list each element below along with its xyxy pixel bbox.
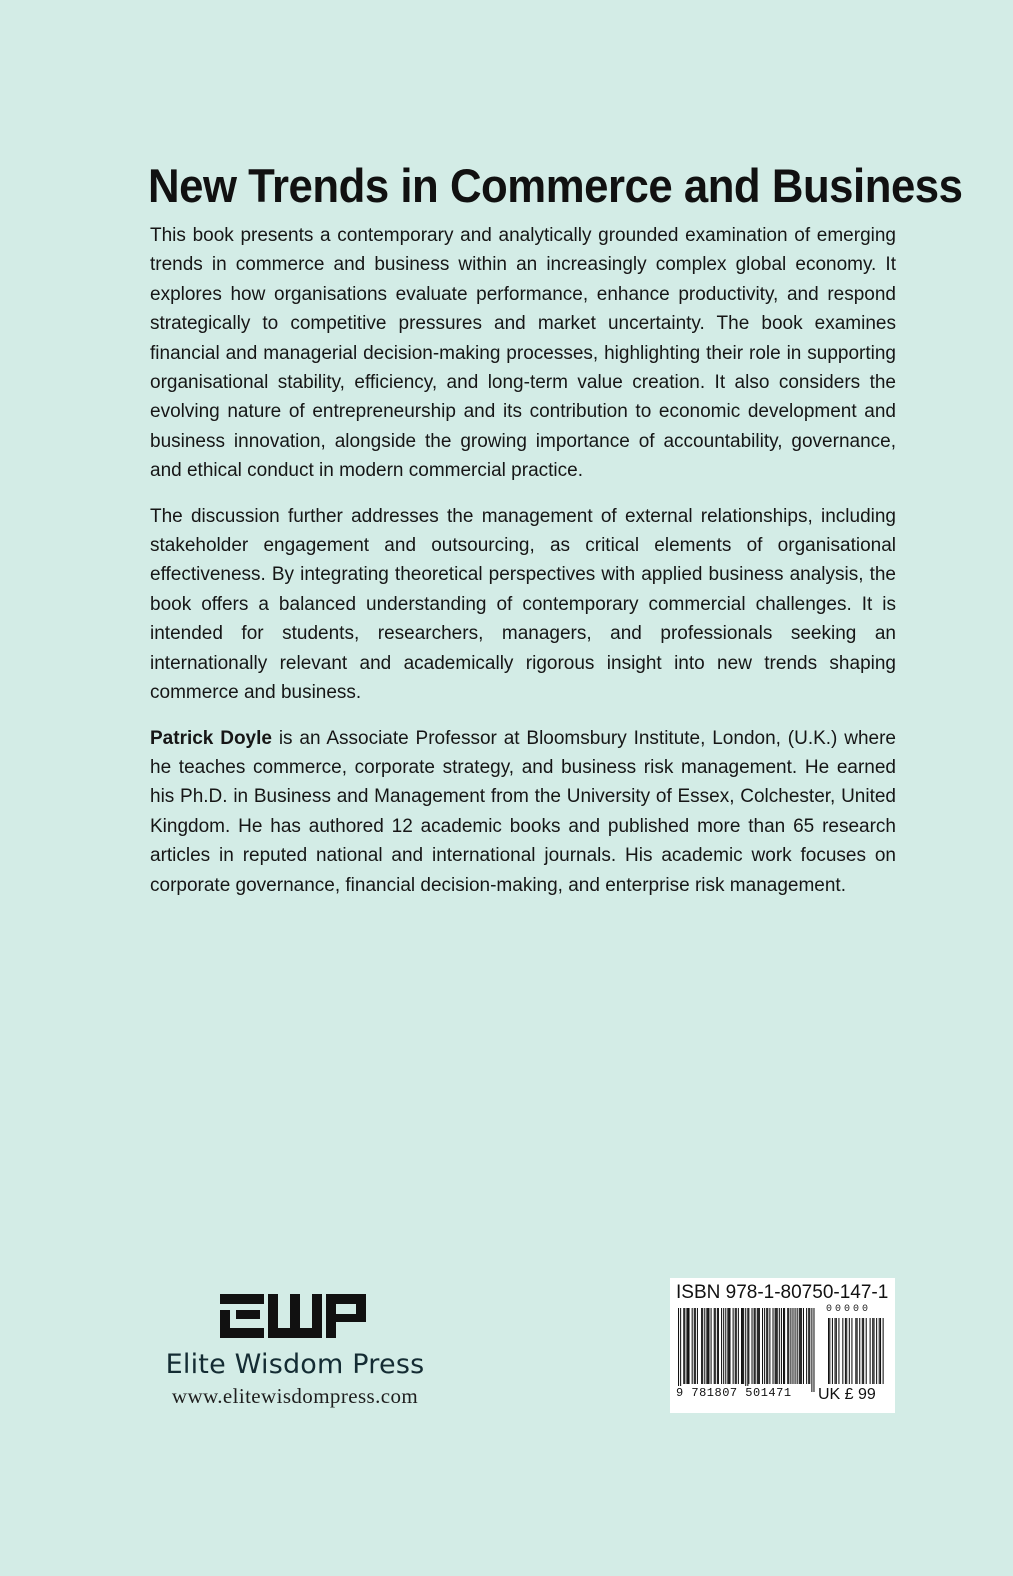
publisher-logo bbox=[220, 1290, 370, 1342]
barcode-bar bbox=[758, 1308, 759, 1384]
barcode-bar bbox=[694, 1308, 695, 1384]
barcode-bar bbox=[783, 1308, 784, 1384]
barcode-bar bbox=[706, 1308, 707, 1384]
barcode-bar bbox=[692, 1308, 693, 1384]
barcode-bar bbox=[680, 1308, 681, 1392]
barcode-bar bbox=[799, 1308, 800, 1384]
barcode-addon-bar bbox=[879, 1318, 880, 1384]
barcode-bar bbox=[813, 1308, 814, 1392]
barcode-bar bbox=[792, 1308, 793, 1384]
barcode-bar bbox=[777, 1308, 778, 1384]
barcode-bar bbox=[755, 1308, 756, 1384]
barcode-bar bbox=[686, 1308, 687, 1384]
barcode-bar bbox=[767, 1308, 768, 1384]
price-label: UK £ 99 bbox=[818, 1386, 876, 1403]
barcode-bar bbox=[718, 1308, 719, 1384]
barcode-addon-bar bbox=[835, 1318, 836, 1384]
barcode-bar bbox=[803, 1308, 804, 1384]
barcode-addon-bar bbox=[849, 1318, 850, 1384]
isbn-number: ISBN 978-1-80750-147-1 bbox=[676, 1282, 889, 1303]
barcode-bar bbox=[790, 1308, 791, 1384]
description bbox=[150, 221, 896, 916]
barcode-bar bbox=[762, 1308, 763, 1384]
barcode-bar bbox=[721, 1308, 722, 1384]
barcode-bar bbox=[708, 1308, 709, 1384]
barcode-addon-bar bbox=[829, 1318, 830, 1384]
barcode-bar bbox=[788, 1308, 789, 1384]
barcode-bar bbox=[736, 1308, 737, 1384]
barcode-bar bbox=[784, 1308, 785, 1384]
barcode-bar bbox=[728, 1308, 729, 1384]
publisher-block bbox=[150, 1290, 440, 1410]
barcode-bar bbox=[781, 1308, 782, 1384]
barcode-bar bbox=[733, 1308, 734, 1384]
barcode-addon-bar bbox=[872, 1318, 873, 1384]
barcode-bar bbox=[801, 1308, 802, 1384]
publisher-url: www.elitewisdompress.com bbox=[171, 1384, 419, 1408]
barcode-bar bbox=[684, 1308, 685, 1384]
barcode-bar bbox=[757, 1308, 758, 1384]
barcode-bar bbox=[811, 1308, 812, 1392]
barcode-addon-bar bbox=[880, 1318, 881, 1384]
barcode-addon-bar bbox=[857, 1318, 858, 1384]
barcode-bar bbox=[704, 1308, 705, 1384]
author-bio bbox=[150, 724, 896, 900]
barcode-bar bbox=[759, 1308, 760, 1384]
barcode-addon-bar bbox=[842, 1318, 843, 1384]
barcode-bar bbox=[742, 1308, 743, 1384]
barcode-bar bbox=[779, 1308, 780, 1384]
barcode-bar bbox=[702, 1308, 703, 1384]
barcode-bar bbox=[773, 1308, 774, 1384]
barcode-addon-bar bbox=[851, 1318, 852, 1384]
barcode-bar bbox=[754, 1308, 755, 1384]
barcode-addon-bar bbox=[876, 1318, 877, 1384]
barcode-bar bbox=[745, 1308, 746, 1392]
barcode-bar bbox=[741, 1308, 742, 1384]
barcode-bar bbox=[695, 1308, 696, 1384]
isbn-barcode bbox=[670, 1278, 895, 1413]
barcode-bar bbox=[809, 1308, 810, 1384]
barcode-addon-bar bbox=[863, 1318, 864, 1384]
addon-code: 00000 bbox=[826, 1304, 872, 1315]
barcode-addon-bar bbox=[845, 1318, 846, 1384]
barcode-addon-bar bbox=[828, 1318, 829, 1384]
book-title: New Trends in Commerce and Business bbox=[148, 159, 963, 212]
barcode-bar bbox=[752, 1308, 753, 1384]
barcode-bar bbox=[689, 1308, 690, 1384]
barcode-bar bbox=[808, 1308, 809, 1384]
barcode-bar bbox=[735, 1308, 736, 1384]
barcode-bar bbox=[766, 1308, 767, 1384]
barcode-bar bbox=[775, 1308, 776, 1384]
barcode-digits: 9 781807 501471 bbox=[676, 1386, 792, 1400]
barcode-bar bbox=[701, 1308, 702, 1384]
barcode-bar bbox=[687, 1308, 688, 1384]
barcode-addon-bar bbox=[870, 1318, 871, 1384]
barcode-bar bbox=[717, 1308, 718, 1384]
barcode-addon-bar bbox=[859, 1318, 860, 1384]
barcode-bar bbox=[714, 1308, 715, 1384]
barcode-bar bbox=[797, 1308, 798, 1384]
barcode-bar bbox=[800, 1308, 801, 1384]
barcode-addon-bar bbox=[832, 1318, 833, 1384]
barcode-bar bbox=[795, 1308, 796, 1384]
barcode-addon-bar bbox=[883, 1318, 884, 1384]
barcode-bar bbox=[748, 1308, 749, 1384]
barcode-bar bbox=[764, 1308, 765, 1384]
barcode-bar bbox=[725, 1308, 726, 1384]
description-paragraph: This book presents a contemporary and analytically grounded examination of emerging trends in commerce and business within an increasingly complex global economy. It explores how organisations evaluate performance, enhance productivity, and respond strategically to competitive pressures and market uncertainty. The book examines financial and managerial decision-making processes, highlighting their role in supporting organisational stability, efficiency, and long-term value creation. It also considers the evolving nature of entrepreneurship and its contribution to economic development and business innovation, alongside the growing importance of accountability, governance, and ethical conduct in modern commercial practice. bbox=[150, 225, 896, 482]
barcode-bar bbox=[738, 1308, 739, 1384]
barcode-addon-bar bbox=[836, 1318, 837, 1384]
barcode-bar bbox=[743, 1308, 744, 1384]
barcode-bar bbox=[727, 1308, 728, 1384]
barcode-addon-bar bbox=[855, 1318, 856, 1384]
barcode-bar bbox=[715, 1308, 716, 1384]
barcode-addon-bar bbox=[846, 1318, 847, 1384]
author-bio-text: is an Associate Professor at Bloomsbury Institute, London, (U.K.) where he teaches commerce, corporate strategy, and business risk management. He earned his Ph.D. in Business and Management from the University of Essex, Colchester, United Kingdom. He has authored 12 academic books and published more than 65 research articles in reputed national and international journals. His academic work focuses on corporate governance, financial decision-making, and enterprise risk management. bbox=[150, 727, 896, 896]
barcode-addon-bar bbox=[862, 1318, 863, 1384]
barcode-bar bbox=[723, 1308, 724, 1384]
author-name: Patrick Doyle bbox=[150, 727, 272, 749]
publisher-name: Elite Wisdom Press bbox=[165, 1349, 425, 1380]
barcode-bar bbox=[787, 1308, 788, 1384]
barcode-bar bbox=[806, 1308, 807, 1384]
barcode-bar bbox=[707, 1308, 708, 1384]
barcode-bar bbox=[683, 1308, 684, 1384]
barcode-addon-bar bbox=[866, 1318, 867, 1384]
barcode-bar bbox=[747, 1308, 748, 1392]
barcode-bar bbox=[769, 1308, 770, 1384]
barcode-addon-bar bbox=[874, 1318, 875, 1384]
barcode-bar bbox=[697, 1308, 698, 1384]
barcode-addon-bar bbox=[838, 1318, 839, 1384]
barcode-bars bbox=[678, 1308, 888, 1396]
barcode-bar bbox=[711, 1308, 712, 1384]
barcode-bar bbox=[678, 1308, 679, 1392]
description-paragraph: The discussion further addresses the management of external relationships, including stakeholder engagement and outsourcing, as critical elements of organisational effectiveness. By integrating theoretical perspectives with applied business analysis, the book offers a balanced understanding of contemporary commercial challenges. It is intended for students, researchers, managers, and professionals seeking an internationally relevant and academically rigorous insight into new trends shaping commerce and business. bbox=[150, 505, 896, 704]
barcode-bar bbox=[776, 1308, 777, 1384]
barcode-bar bbox=[729, 1308, 730, 1384]
